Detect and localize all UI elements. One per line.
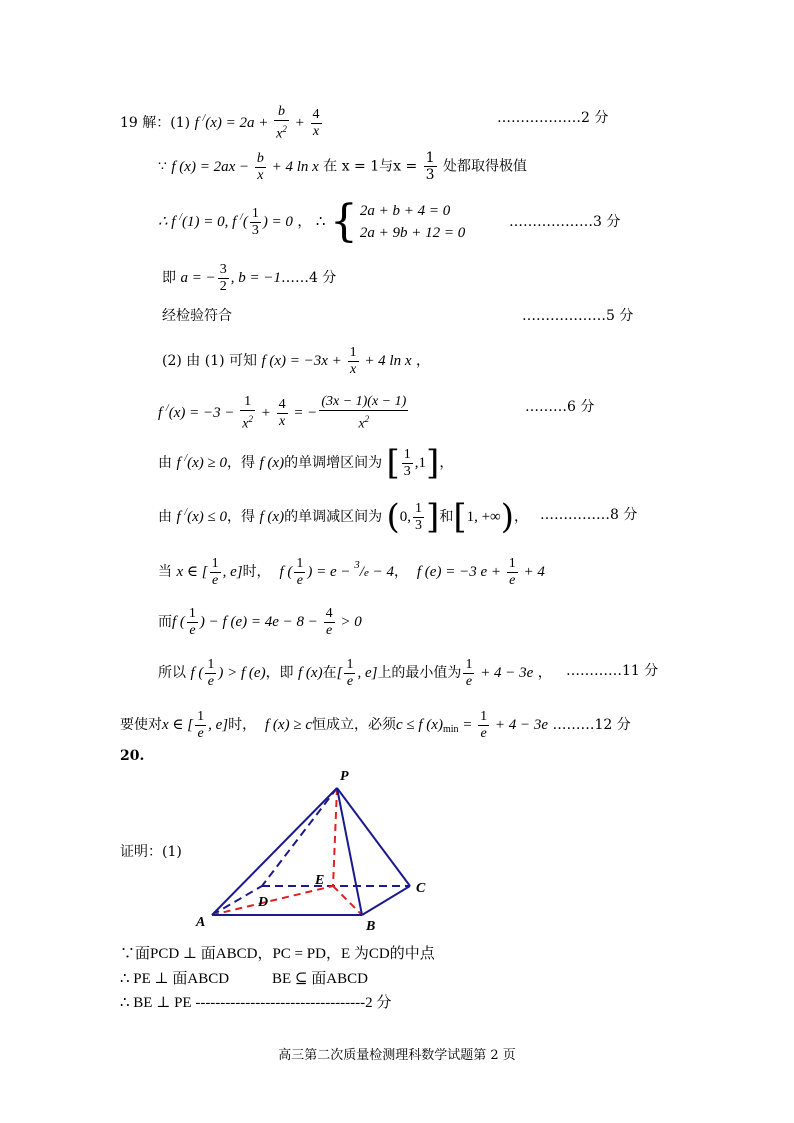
q20-line-2a: ∴ PE ⊥ 面ABCD — [120, 971, 230, 987]
q20-line-1: ∵面PCD ⊥ 面ABCD，PC = PD，E 为CD的中点 — [120, 946, 435, 962]
q19-line-4: 即 a = − $\frac{3}{2}$ , b = −1……4 分 — [162, 262, 337, 294]
q19-line-8: 由 f /(x) ≥ 0，得 f (x)的单调增区间为 [ $\frac{1}{3}$ ,1]， — [158, 443, 454, 483]
score-6: ………6 分 — [525, 399, 595, 415]
label-D: D — [258, 895, 269, 910]
q20-line-2b: BE ⊆ 面ABCD — [272, 971, 368, 987]
edge-BC — [362, 886, 410, 915]
label-P: P — [340, 769, 349, 784]
q19-line-2: ∵ f (x) = 2ax − $\frac{b}{x}$ + 4 ln x 在 x = 1与x = $\frac{1}{3}$ 处都取得极值 — [158, 150, 528, 183]
edge-PD — [262, 788, 337, 886]
score-3: ………………3 分 — [509, 214, 621, 230]
q19-line-7: f /(x) = −3 − $\frac{1}{x^2}$ + $\frac{4}{x}$ = − $\frac{(3x - 1)(x - 1)}{x^2}$ — [158, 394, 407, 432]
q19-line-12: 所以 f ( $\frac{1}{e}$ ) > f (e)，即 f (x)在[ $\frac{1}{e}$ , e]上的最小值为 $\frac{1}{e}$ + 4 − 3e ， — [158, 657, 552, 689]
q20-proof: 证明：(1) — [120, 844, 182, 860]
q19-intro: 19 解：(1) — [120, 114, 191, 131]
q19-line-1: 19 解：(1) f /(x) = 2a + $\frac{b}{x^2}$ + $\frac{4}{x}$ — [120, 104, 320, 142]
label-E: E — [315, 873, 325, 888]
edge-PE — [333, 788, 337, 886]
q19-line-9: 由 f /(x) ≤ 0，得 f (x)的单调减区间为 (0, $\frac{1}{3}$ ]和[1, +∞)， — [158, 497, 528, 537]
q19-line-5: 经检验符合 — [162, 308, 232, 324]
q19-line-10: 当 x ∈ [ $\frac{1}{e}$ , e]时， f ( $\frac{1}{e}$ ) = e − $^3$/e − 4， f (e) = −3 e + $\frac{1}{e}$ + 4 — [158, 556, 545, 589]
edge-PB — [337, 788, 362, 915]
score-2: ………………2 分 — [497, 110, 609, 126]
q19-line-11: 而f ( $\frac{1}{e}$ ) − f (e) = 4e − 8 − $\frac{4}{e}$ > 0 — [158, 606, 362, 638]
score-11: …………11 分 — [566, 663, 659, 679]
label-B: B — [366, 919, 376, 934]
edge-PA — [212, 788, 337, 915]
page-footer: 高三第二次质量检测理科数学试题第 2 页 — [278, 1048, 516, 1063]
q19-line-6: (2) 由 (1) 可知 f (x) = −3x + $\frac{1}{x}$ + 4 ln x ， — [162, 345, 430, 377]
q19-line-3: ∴ f /(1) = 0, f /( $\frac{1}{3}$ ) = 0 ， ∴ { 2a + b + 4 = 0 2a + 9b + 12 = 0 — [158, 196, 466, 247]
label-C: C — [416, 881, 426, 896]
label-A: A — [196, 915, 206, 930]
q20-line-3: ∴ BE ⊥ PE ----------------------------------2 分 — [120, 995, 392, 1011]
score-8: ……………8 分 — [540, 507, 638, 523]
q19-line-13: 要使对x ∈ [ $\frac{1}{e}$ , e]时， f (x) ≥ c恒成立，必须c ≤ f $(x)_{min}$ = $\frac{1}{e}$ + 4 − 3e ………12 分 — [120, 709, 631, 741]
edge-AE — [212, 886, 333, 915]
q20-number: 20. — [120, 748, 145, 764]
score-5: ………………5 分 — [522, 308, 634, 324]
edge-PC — [337, 788, 410, 886]
